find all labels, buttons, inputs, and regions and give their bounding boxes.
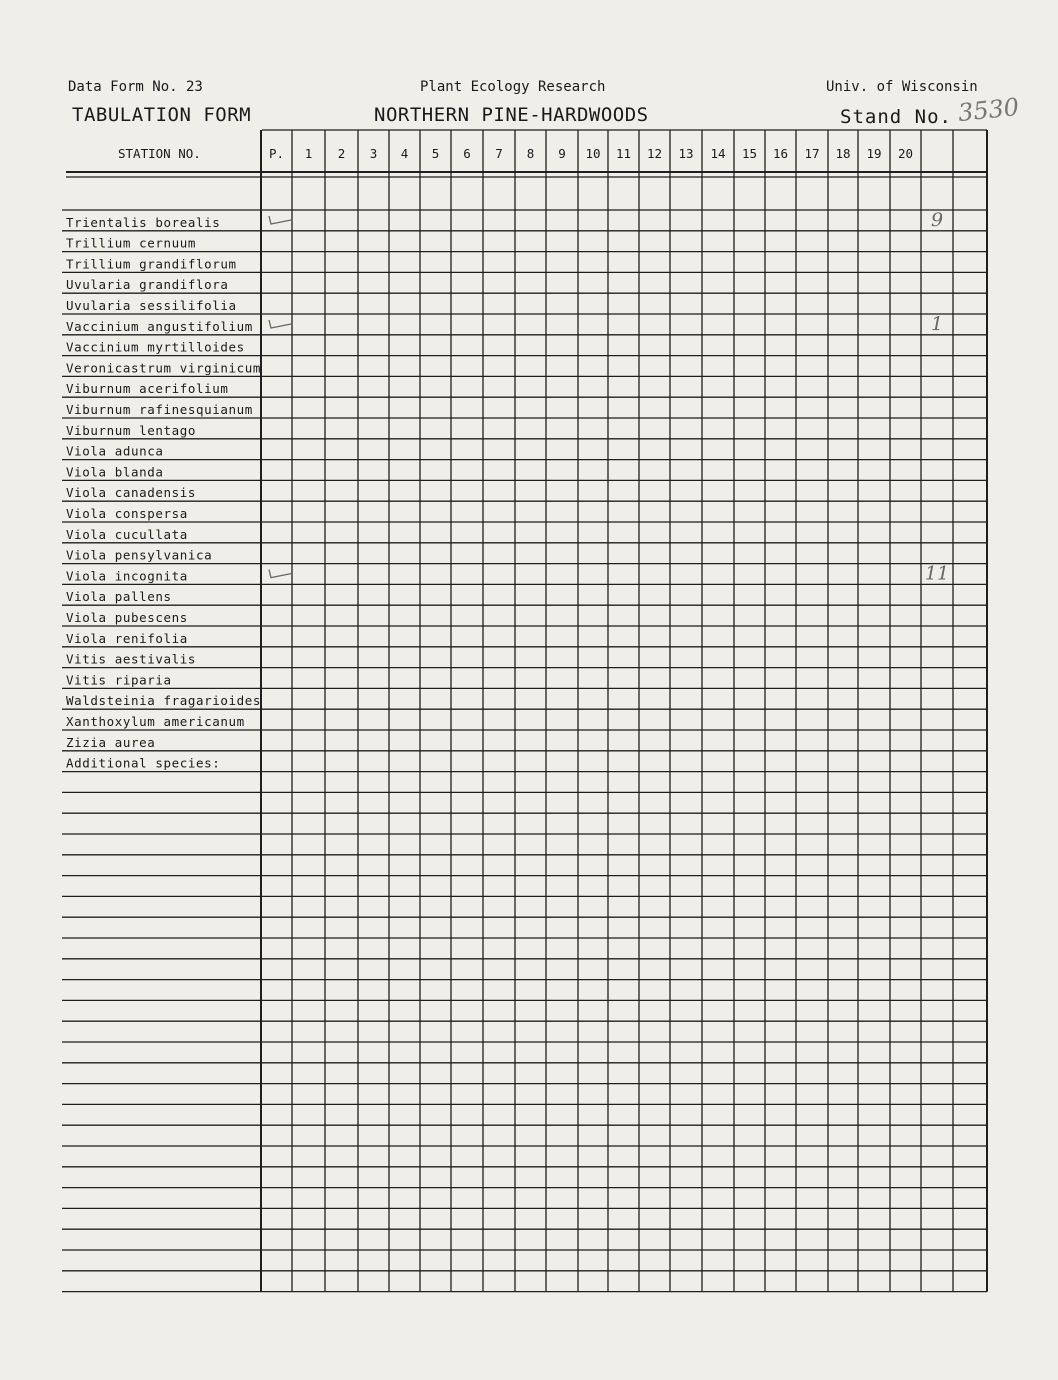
stand-number-value: 3530 [956, 92, 1021, 128]
species-name: Uvularia grandiflora [66, 277, 229, 293]
column-header-16: 16 [772, 146, 789, 161]
form-number: Data Form No. 23 [68, 79, 203, 95]
species-name: Viburnum rafinesquianum [66, 402, 253, 417]
column-header-2: 2 [337, 146, 346, 161]
species-name: Viola cucullata [66, 526, 188, 542]
university-label: Univ. of Wisconsin [826, 79, 978, 95]
species-name: Viola pensylvanica [66, 547, 213, 563]
column-header-17: 17 [804, 146, 820, 161]
research-label: Plant Ecology Research [420, 79, 606, 95]
species-name: Viola incognita [66, 568, 188, 584]
column-header-8: 8 [526, 146, 535, 161]
column-header-15: 15 [741, 146, 758, 161]
species-name: Vitis aestivalis [66, 651, 197, 667]
species-count: 9 [930, 208, 944, 231]
presence-check-mark [269, 320, 291, 328]
column-header-3: 3 [369, 146, 378, 161]
species-name: Viola pallens [66, 589, 172, 605]
species-name: Zizia aurea [66, 734, 156, 750]
species-name: Viola conspersa [66, 506, 188, 521]
column-header-12: 12 [646, 146, 663, 161]
species-name: Viburnum acerifolium [66, 381, 229, 397]
species-name: Veronicastrum virginicum [66, 360, 262, 376]
species-name: Vitis riparia [66, 672, 172, 688]
column-header-5: 5 [431, 146, 440, 161]
column-header-11: 11 [615, 146, 632, 161]
column-header-13: 13 [678, 146, 694, 161]
presence-check-mark [269, 216, 291, 224]
species-name: Trillium cernuum [66, 235, 197, 251]
species-name: Viola blanda [66, 464, 164, 480]
column-header-7: 7 [495, 146, 503, 161]
species-name: Vaccinium myrtilloides [66, 339, 245, 355]
species-name: Additional species: [66, 755, 221, 771]
species-name: Viola pubescens [66, 610, 188, 625]
species-name: Trientalis borealis [66, 214, 221, 230]
species-name: Xanthoxylum americanum [66, 714, 245, 729]
column-header-18: 18 [835, 146, 851, 161]
species-name: Waldsteinia fragarioides [66, 693, 262, 709]
species-name: Viburnum lentago [66, 422, 197, 438]
stand-number-label: Stand No. [840, 106, 952, 128]
forest-type-title: NORTHERN PINE-HARDWOODS [374, 104, 649, 126]
column-header-4: 4 [400, 146, 409, 161]
species-name: Uvularia sessilifolia [66, 298, 237, 313]
species-name: Viola renifolia [66, 630, 188, 646]
column-header-presence: P. [268, 146, 285, 161]
species-count: 1 [930, 312, 944, 335]
station-no-header: STATION NO. [118, 146, 201, 161]
column-header-6: 6 [463, 146, 471, 161]
species-name: Trillium grandiflorum [66, 256, 237, 272]
column-header-10: 10 [585, 146, 601, 161]
column-header-20: 20 [897, 146, 914, 161]
species-count: 11 [924, 562, 950, 585]
column-header-19: 19 [866, 146, 882, 161]
column-header-1: 1 [304, 146, 313, 161]
presence-check-mark [269, 570, 291, 578]
column-header-9: 9 [558, 146, 566, 161]
column-header-14: 14 [710, 146, 726, 161]
species-name: Viola adunca [66, 443, 164, 459]
species-name: Viola canadensis [66, 485, 197, 501]
species-name: Vaccinium angustifolium [66, 318, 253, 334]
form-title: TABULATION FORM [72, 104, 252, 126]
